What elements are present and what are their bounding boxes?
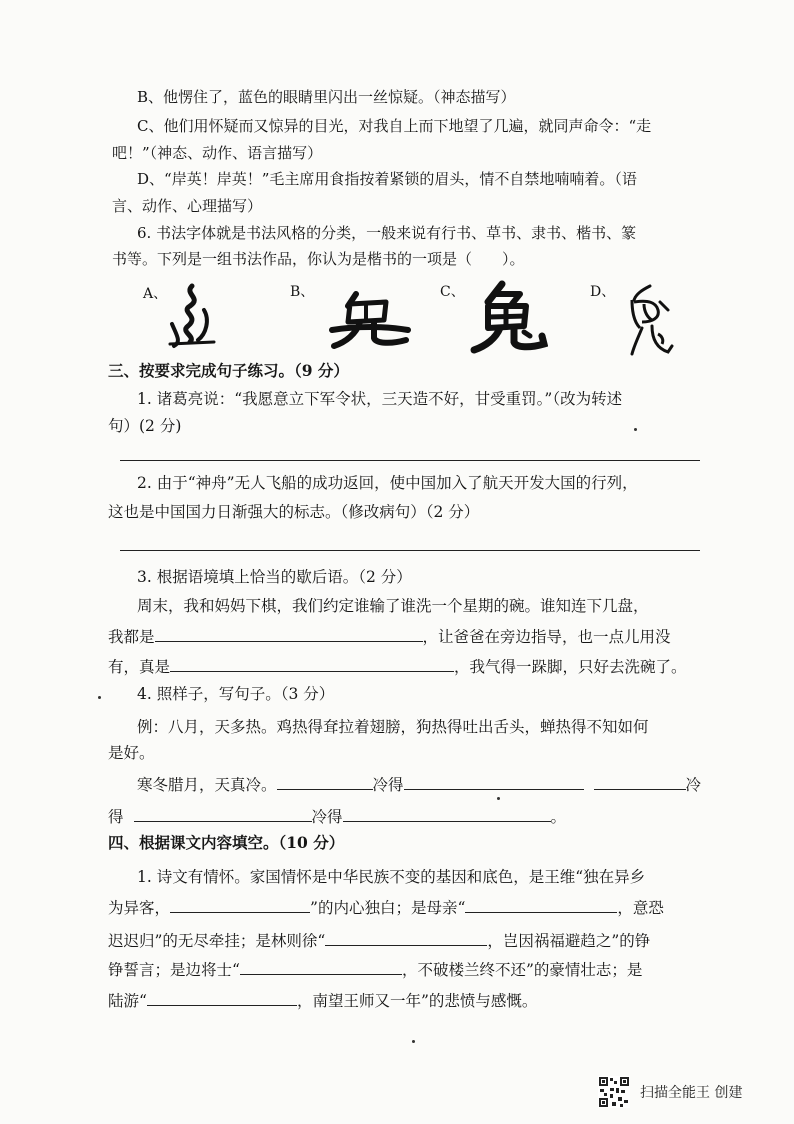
option-b-line: B、他愣住了，蓝色的眼睛里闪出一丝惊疑。（神态描写） [137,88,516,106]
text-fragment: 陆游“ [108,992,147,1010]
fill-blank[interactable] [465,896,617,913]
option-d-line-1: D、“岸英！岸英！”毛主席用食指按着紧锁的眉头，情不自禁地喃喃着。（语 [137,170,637,188]
option-a-label: A、 [143,286,168,302]
text-fragment: 冷 [685,776,702,794]
question-6-line-2: 书等。下列是一组书法作品，你认为是楷书的一项是（ ）。 [112,250,525,268]
sentence-1-line-2: 句）(2 分) [108,417,182,435]
scan-speck [497,797,500,800]
scan-speck [98,696,101,699]
text-fragment: 。 [550,808,567,826]
text-fragment: ，让爸爸在旁边指导，也一点儿用没 [422,628,671,646]
scan-speck [412,1040,415,1043]
text-fragment: 冷得 [372,776,404,794]
option-b-label: B、 [290,284,315,300]
sentence-2-line-2: 这也是中国国力日渐强大的标志。（修改病句）（2 分） [108,503,480,521]
fill-blank[interactable] [404,773,584,790]
poem-para-line-5 [108,989,537,1012]
calligraphy-seal-image [622,282,678,358]
sentence-3-prompt: 3. 根据语境填上恰当的歇后语。（2 分） [137,568,412,586]
option-c-label: C、 [440,284,465,300]
write-line-1 [137,773,701,796]
scan-speck [634,428,637,431]
answer-line-1[interactable] [120,460,700,461]
option-c-line-1: C、他们用怀疑而又惊异的目光，对我自上而下地望了几遍，就同声命令：“走 [137,117,652,135]
fill-blank[interactable] [594,773,686,790]
section-4-heading: 四、根据课文内容填空。（10 分） [108,833,345,852]
text-fragment: ，不破楼兰终不还”的豪情壮志；是 [401,961,643,979]
text-fragment: ，岂因祸福避趋之”的铮 [487,932,651,950]
text-fragment: 冷得 [311,808,343,826]
watermark-text: 扫描全能王 创建 [640,1085,743,1101]
text-fragment: ”的内心独白；是母亲“ [310,899,466,917]
poem-para-line-2 [108,896,664,919]
text-fragment: ，我气得一跺脚，只好去洗碗了。 [454,658,687,676]
fill-blank[interactable] [343,805,551,822]
section-3-heading: 三、按要求完成句子练习。（9 分） [108,361,349,380]
calligraphy-regular-image [468,280,548,356]
fill-blank[interactable] [170,896,310,913]
text-fragment: 寒冬腊月，天真冷。 [137,776,277,794]
sentence-2-line-1: 2. 由于“神舟”无人飞船的成功返回，使中国加入了航天开发大国的行列， [137,474,638,492]
sentence-1-line-1: 1. 诸葛亮说：“我愿意立下军令状，三天造不好，甘受重罚。”（改为转述 [137,390,623,408]
text-fragment: 迟迟归”的无尽牵挂；是林则徐“ [108,932,326,950]
text-fragment: ，南望王师又一年”的悲愤与感慨。 [296,992,538,1010]
sentence-4-prompt: 4. 照样子，写句子。（3 分） [137,685,335,703]
question-6-line-1: 6. 书法字体就是书法风格的分类，一般来说有行书、草书、隶书、楷书、篆 [137,224,637,242]
text-fragment: 为异客， [108,899,171,917]
option-c-line-2: 吧！”（神态、动作、语言描写） [112,144,323,162]
example-line-2: 是好。 [108,744,155,762]
example-line-1: 例：八月，天多热。鸡热得耷拉着翅膀，狗热得吐出舌头，蝉热得不知如何 [137,718,649,736]
fill-blank[interactable] [155,625,423,642]
poem-para-line-3 [108,929,650,952]
sentence-3-para-line-3 [108,655,687,678]
sentence-3-para-line-2 [108,625,671,648]
calligraphy-cursive-image [162,280,222,350]
option-d-line-2: 言、动作、心理描写） [112,197,263,215]
fill-blank[interactable] [325,929,487,946]
fill-blank[interactable] [240,958,402,975]
text-fragment: 得 [108,808,124,826]
scanner-watermark [598,1076,778,1112]
text-fragment: ，意恐 [617,899,664,917]
fill-blank[interactable] [134,805,312,822]
calligraphy-clerical-image [326,290,412,350]
fill-blank[interactable] [147,989,297,1006]
poem-para-line-1: 1. 诗文有情怀。家国情怀是中华民族不变的基因和底色，是王维“独在异乡 [137,868,646,886]
fill-blank[interactable] [170,655,454,672]
text-fragment: 我都是 [108,628,155,646]
poem-para-line-4 [108,958,642,981]
fill-blank[interactable] [277,773,373,790]
write-line-2 [108,805,566,828]
text-fragment: 有，真是 [108,658,171,676]
text-fragment: 铮誓言；是边将士“ [108,961,240,979]
qr-code-icon [598,1076,630,1108]
answer-line-2[interactable] [120,550,700,551]
sentence-3-para-line-1: 周末，我和妈妈下棋，我们约定谁输了谁洗一个星期的碗。谁知连下几盘， [137,597,649,615]
option-d-label: D、 [590,284,616,300]
